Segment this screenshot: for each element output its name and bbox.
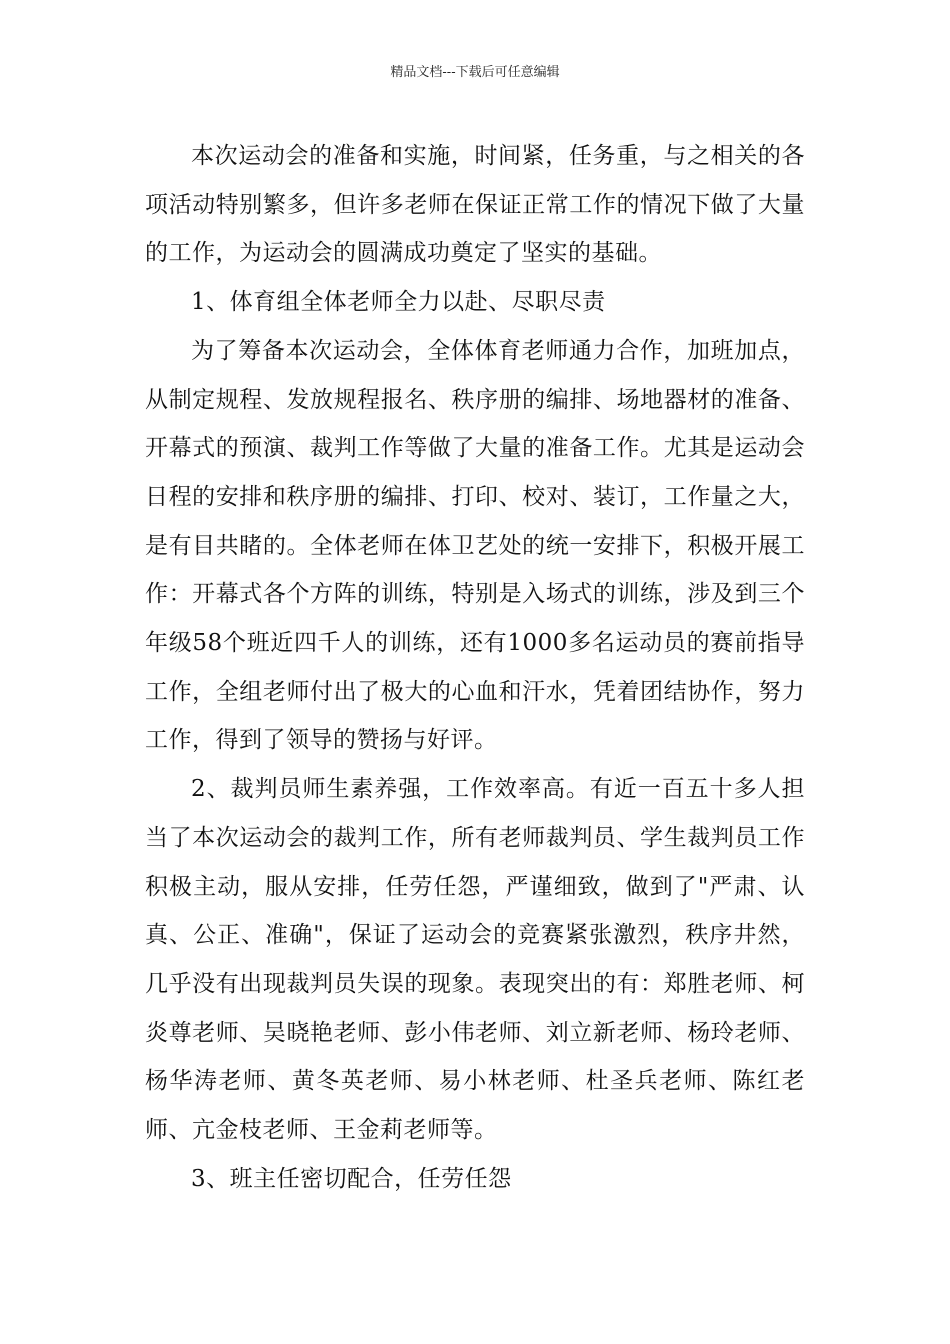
document-body: [145, 132, 805, 1203]
paragraph-section-1: 为了筹备本次运动会，全体体育老师通力合作，加班加点，从制定规程、发放规程报名、秩序册的编排、场地器材的准备、开幕式的预演、裁判工作等做了大量的准备工作。尤其是运动会日程的安排和秩序册的编排、打印、校对、装订，工作量之大，是有目共睹的。全体老师在体卫艺处的统一安排下，积极开展工作：开幕式各个方阵的训练，特别是入场式的训练，涉及到三个年级58个班近四千人的训练，还有1000多名运动员的赛前指导工作，全组老师付出了极大的心血和汗水，凭着团结协作，努力工作，得到了领导的赞扬与好评。: [145, 337, 805, 754]
section-heading-3: 3、班主任密切配合，任劳任怨: [191, 1165, 512, 1192]
section-heading-1: 1、体育组全体老师全力以赴、尽职尽责: [191, 289, 606, 316]
paragraph-section-2: 2、裁判员师生素养强，工作效率高。有近一百五十多人担当了本次运动会的裁判工作，所有老师裁判员、学生裁判员工作积极主动，服从安排，任劳任怨，严谨细致，做到了"严肃、认真、公正、准确"，保证了运动会的竞赛紧张激烈，秩序井然，几乎没有出现裁判员失误的现象。表现突出的有：郑胜老师、柯炎尊老师、吴晓艳老师、彭小伟老师、刘立新老师、杨玲老师、杨华涛老师、黄冬英老师、易小林老师、杜圣兵老师、陈红老师、亢金枝老师、王金莉老师等。: [145, 776, 805, 1144]
page-header: 精品文档---下载后可任意编辑: [390, 65, 560, 80]
paragraph-intro: 本次运动会的准备和实施，时间紧，任务重，与之相关的各项活动特别繁多，但许多老师在保证正常工作的情况下做了大量的工作，为运动会的圆满成功奠定了坚实的基础。: [145, 143, 805, 267]
